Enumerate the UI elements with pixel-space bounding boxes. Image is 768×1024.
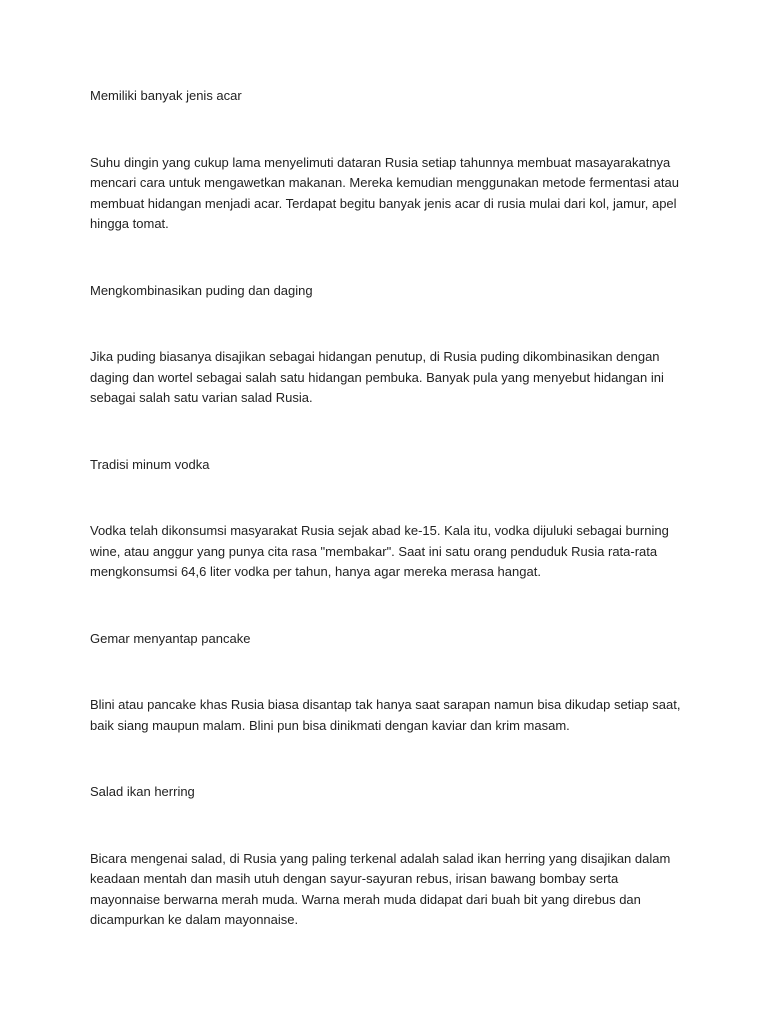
section-paragraph: Suhu dingin yang cukup lama menyelimuti dataran Rusia setiap tahunnya membuat masayarakatnya mencari cara untuk mengawetkan makanan. Mereka kemudian menggunakan metode fermentasi atau membuat hidangan menjadi acar. Terdapat begitu banyak jenis acar di rusia mulai dari kol, jamur, apel hingga tomat. [90,154,679,231]
section-heading: Mengkombinasikan puding dan daging [90,282,313,298]
section-paragraph: Bicara mengenai salad, di Rusia yang paling terkenal adalah salad ikan herring yang disajikan dalam keadaan mentah dan masih utuh dengan sayur-sayuran rebus, irisan bawang bombay serta mayonnaise berwarna merah muda. Warna merah muda didapat dari buah bit yang direbus dan dicampurkan ke dalam mayonnaise. [90,850,671,927]
section-paragraph: Vodka telah dikonsumsi masyarakat Rusia sejak abad ke-15. Kala itu, vodka dijuluki sebagai burning wine, atau anggur yang punya cita rasa "membakar". Saat ini satu orang penduduk Rusia rata-rata mengkonsumsi 64,6 liter vodka per tahun, hanya agar mereka merasa hangat. [90,523,669,579]
section-puding [90,281,690,409]
section-heading: Memiliki banyak jenis acar [90,88,242,103]
section-herring [90,782,690,931]
section-heading: Gemar menyantap pancake [90,630,251,646]
section-vodka [90,455,690,583]
section-heading: Tradisi minum vodka [90,456,210,472]
section-paragraph: Blini atau pancake khas Rusia biasa disantap tak hanya saat sarapan namun bisa dikudap setiap saat, baik siang maupun malam. Blini pun bisa dinikmati dengan kaviar dan krim masam. [90,697,681,733]
section-paragraph: Jika puding biasanya disajikan sebagai hidangan penutup, di Rusia puding dikombinasikan dengan daging dan wortel sebagai salah satu hidangan pembuka. Banyak pula yang menyebut hidangan ini sebagai salah satu varian salad Rusia. [90,349,664,405]
section-heading: Salad ikan herring [90,784,195,799]
section-pancake [90,629,690,737]
document-content [90,86,690,931]
section-acar [90,86,690,235]
